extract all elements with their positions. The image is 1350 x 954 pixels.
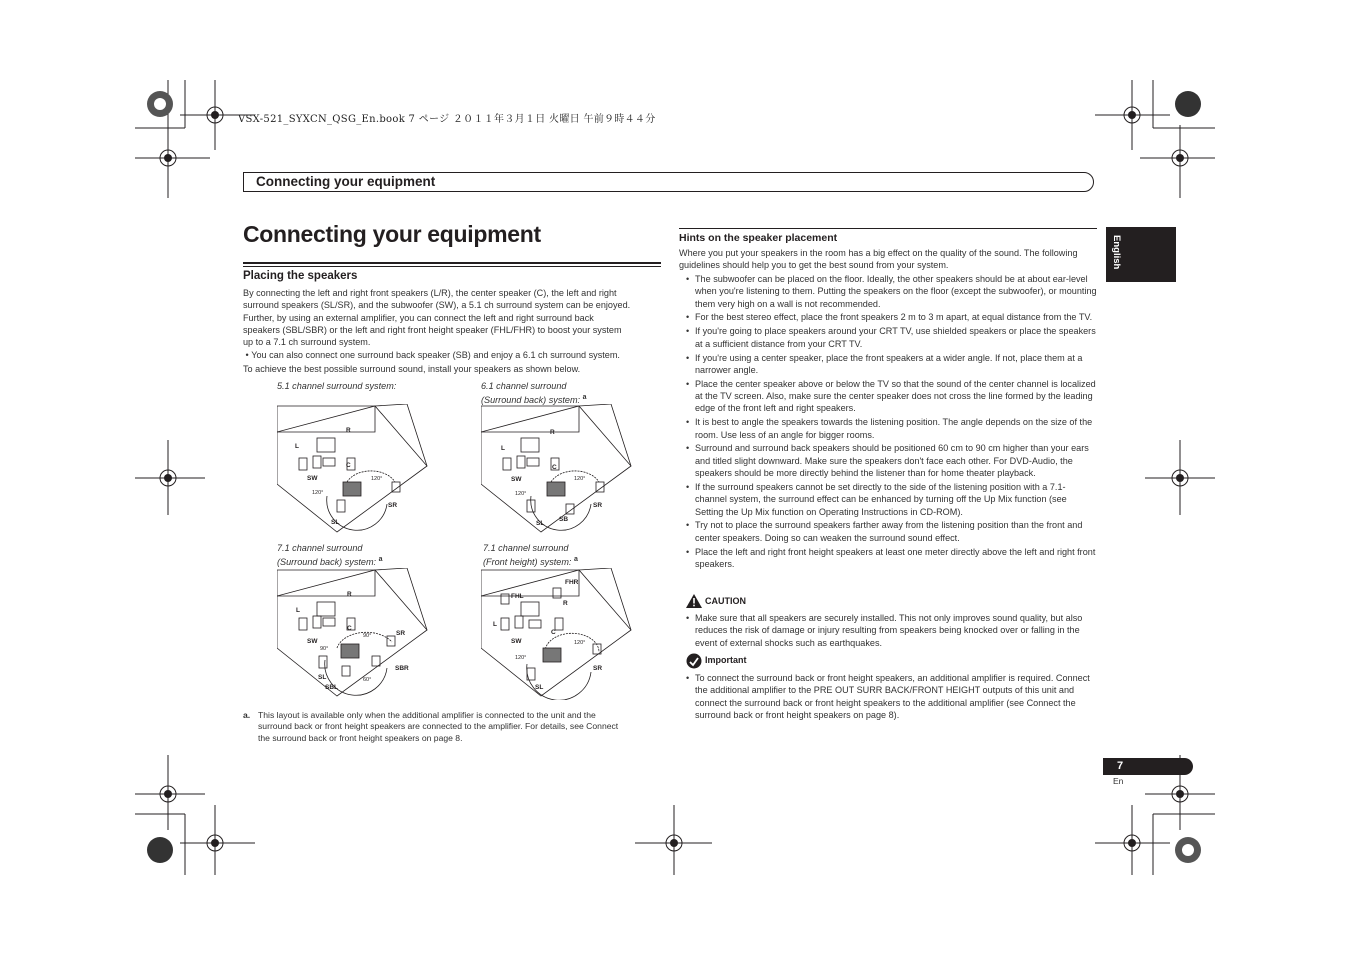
speaker-label: SL xyxy=(536,520,545,527)
caution-label: CAUTION xyxy=(705,596,746,606)
speaker-diagram-6-1 xyxy=(481,404,641,536)
list-item: • If the surround speakers cannot be set directly to the side of the listening position with a 7.1-channel system, the surround effect can be enhanced by turning off the Up Mix function (see Setting the Up Mix function on Operating Instructions in CD-ROM). xyxy=(679,481,1097,518)
placing-heading: Placing the speakers xyxy=(243,270,358,282)
placing-intro-line: Further, by using an external amplifier, you can connect the left and right surround back xyxy=(243,312,594,323)
list-item: • For the best stereo effect, place the front speakers 2 m to 3 m apart, at equal distance from the TV. xyxy=(679,311,1097,323)
caption-line: (Front height) system: xyxy=(483,557,572,568)
angle-label: 120° xyxy=(312,490,324,496)
angle-label: 120° xyxy=(574,640,586,646)
list-item: • Place the left and right front height speakers at least one meter directly above the left and right front speakers. xyxy=(679,546,1097,571)
caption-line: (Surround back) system: xyxy=(277,557,377,568)
speaker-label: L xyxy=(501,445,505,452)
speaker-label: SR xyxy=(593,502,603,509)
list-item: • Surround and surround back speakers should be positioned 60 cm to 90 cm higher than your ears and titled slight downward. Make sure the speakers don't face each other. For DVD-Audio, the speakers should be more directly behind the listener than for home theater playback. xyxy=(679,442,1097,479)
speaker-label: SB xyxy=(559,516,569,523)
caption-line: 7.1 channel surround xyxy=(483,543,569,553)
diagram-caption xyxy=(483,542,578,568)
speaker-label: C xyxy=(347,625,352,632)
speaker-label: C xyxy=(551,629,556,636)
speaker-label: SBL xyxy=(325,684,338,691)
placing-intro-line: surround speakers (SL/SR), and the subwoofer (SW), a 5.1 ch surround system can be enjoyed. xyxy=(243,300,631,311)
hints-intro: Where you put your speakers in the room has a big effect on the quality of the sound. The following guidelines should help you to get the best sound from your system. xyxy=(679,248,1078,271)
language-tab-label: English xyxy=(1111,235,1122,270)
angle-label: 90° xyxy=(320,646,329,652)
list-item: • Try not to place the surround speakers farther away from the listening position than the front and center speakers. Doing so can weaken the surround sound effect. xyxy=(679,519,1097,544)
caption-line: 7.1 channel surround xyxy=(277,543,363,553)
speaker-label: SW xyxy=(307,475,318,482)
placing-intro-line: up to a 7.1 ch surround system. xyxy=(243,337,371,348)
speaker-label: SL xyxy=(318,674,327,681)
speaker-diagram-7-1-front-height xyxy=(481,568,641,700)
angle-label: 90° xyxy=(363,633,372,639)
list-item: • It is best to angle the speakers towards the listening position. The angle depends on the size of the room. Use less of an angle for bigger rooms. xyxy=(679,416,1097,441)
important-list xyxy=(679,672,1097,723)
speaker-label: SW xyxy=(511,476,522,483)
footnote-ref: a xyxy=(378,556,383,563)
page-number: 7 xyxy=(1117,760,1124,772)
footnote-marker: a. xyxy=(243,710,251,720)
caption-line: 6.1 channel surround xyxy=(481,381,567,391)
file-info: VSX-521_SYXCN_QSG_En.book 7 ページ ２０１１年３月１日 火曜日 午前９時４４分 xyxy=(238,114,656,125)
speaker-label: R xyxy=(346,427,351,434)
list-item: • The subwoofer can be placed on the floor. Ideally, the other speakers should be at about ear-level when you're listening to them. Putting the speakers on the floor (except the subwoofer), or mounting them very high on a wall is not recommended. xyxy=(679,273,1097,310)
title-rule-thin xyxy=(243,266,661,267)
speaker-diagram-5-1 xyxy=(277,404,437,536)
hints-heading: Hints on the speaker placement xyxy=(679,232,838,244)
important-icon xyxy=(686,653,702,669)
diagram-caption xyxy=(277,542,383,568)
speaker-label: SL xyxy=(535,684,544,691)
list-item: • If you're going to place speakers around your CRT TV, use shielded speakers or place the speakers at a sufficient distance from your CRT TV. xyxy=(679,325,1097,350)
hints-rule xyxy=(679,228,1097,229)
speaker-label: L xyxy=(295,443,299,450)
speaker-label: SR xyxy=(593,665,603,672)
speaker-label: R xyxy=(550,429,555,436)
list-item: • Make sure that all speakers are securely installed. This not only improves sound quality, but also reduces the risk of damage or injury resulting from speakers being knocked over or falling in the event of external shocks such as earthquakes. xyxy=(679,612,1097,649)
diagram-caption xyxy=(481,380,587,406)
caution-list xyxy=(679,612,1097,650)
angle-label: 120° xyxy=(574,476,586,482)
speaker-label: FHR xyxy=(565,579,579,586)
placing-after: To achieve the best possible surround sound, install your speakers as shown below. xyxy=(243,364,581,374)
page-number-badge xyxy=(1103,758,1193,775)
speaker-label: SL xyxy=(331,519,340,526)
list-item: • Place the center speaker above or below the TV so that the sound of the center channel is localized at the TV screen. Also, make sure the center speaker does not cross the line formed by the leading edge of the front left and right speakers. xyxy=(679,378,1097,415)
footnote-line: This layout is available only when the additional amplifier is connected to the unit and the xyxy=(258,710,596,720)
speaker-label: FHL xyxy=(511,593,524,600)
title-rule xyxy=(243,262,661,264)
speaker-label: SBR xyxy=(395,665,409,672)
placing-intro-line: speakers (SBL/SBR) or the left and right front height speaker (FHL/FHR) to boost your system xyxy=(243,324,622,335)
caption-line: 5.1 channel surround system: xyxy=(277,381,397,391)
caption-line: (Surround back) system: xyxy=(481,395,581,406)
speaker-label: L xyxy=(296,607,300,614)
angle-label: 60° xyxy=(363,677,372,683)
speaker-diagram-7-1-surround-back xyxy=(277,568,437,700)
page-title: Connecting your equipment xyxy=(243,221,541,247)
speaker-label: C xyxy=(552,464,557,471)
placing-bullet-text: You can also connect one surround back speaker (SB) and enjoy a 6.1 ch surround system. xyxy=(251,350,620,360)
page-lang: En xyxy=(1113,776,1124,786)
warning-icon xyxy=(686,594,702,608)
footnote-ref: a xyxy=(573,556,578,563)
list-item: • To connect the surround back or front height speakers, an additional amplifier is required. Connect the additional amplifier to the PRE OUT SURR BACK/FRONT HEIGHT outputs of this unit and connect the surround back or front height speakers to the additional amplifier (see Connect the surround back or front height speakers on page 8). xyxy=(679,672,1097,721)
placing-bullet: • You can also connect one surround back speaker (SB) and enjoy a 6.1 ch surround system. xyxy=(243,350,620,360)
section-header-label: Connecting your equipment xyxy=(256,174,436,189)
angle-label: 120° xyxy=(515,491,527,497)
angle-label: 120° xyxy=(515,655,527,661)
footnote xyxy=(243,710,663,744)
speaker-label: L xyxy=(493,621,497,628)
speaker-label: SR xyxy=(396,630,406,637)
language-tab xyxy=(1106,227,1176,282)
footnote-line: surround back or front height speakers are connected to the amplifier. For details, see Connect xyxy=(258,721,619,732)
diagram-caption xyxy=(277,380,396,392)
section-header xyxy=(243,172,1094,192)
placing-intro-line: By connecting the left and right front speakers (L/R), the center speaker (C), the left and right xyxy=(243,288,617,298)
speaker-label: SR xyxy=(388,502,398,509)
list-item: • If you're using a center speaker, place the front speakers at a wider angle. If not, place them at a narrower angle. xyxy=(679,352,1097,377)
speaker-label: SW xyxy=(307,638,318,645)
placing-intro xyxy=(243,287,673,348)
footnote-line: the surround back or front height speakers on page 8. xyxy=(258,732,463,743)
important-label: Important xyxy=(705,655,747,665)
hints-list xyxy=(679,273,1097,572)
speaker-label: R xyxy=(347,591,352,598)
speaker-label: SW xyxy=(511,638,522,645)
speaker-label: C xyxy=(346,462,351,469)
angle-label: 120° xyxy=(371,476,383,482)
speaker-label: R xyxy=(563,600,568,607)
footnote-ref: a xyxy=(582,394,587,401)
